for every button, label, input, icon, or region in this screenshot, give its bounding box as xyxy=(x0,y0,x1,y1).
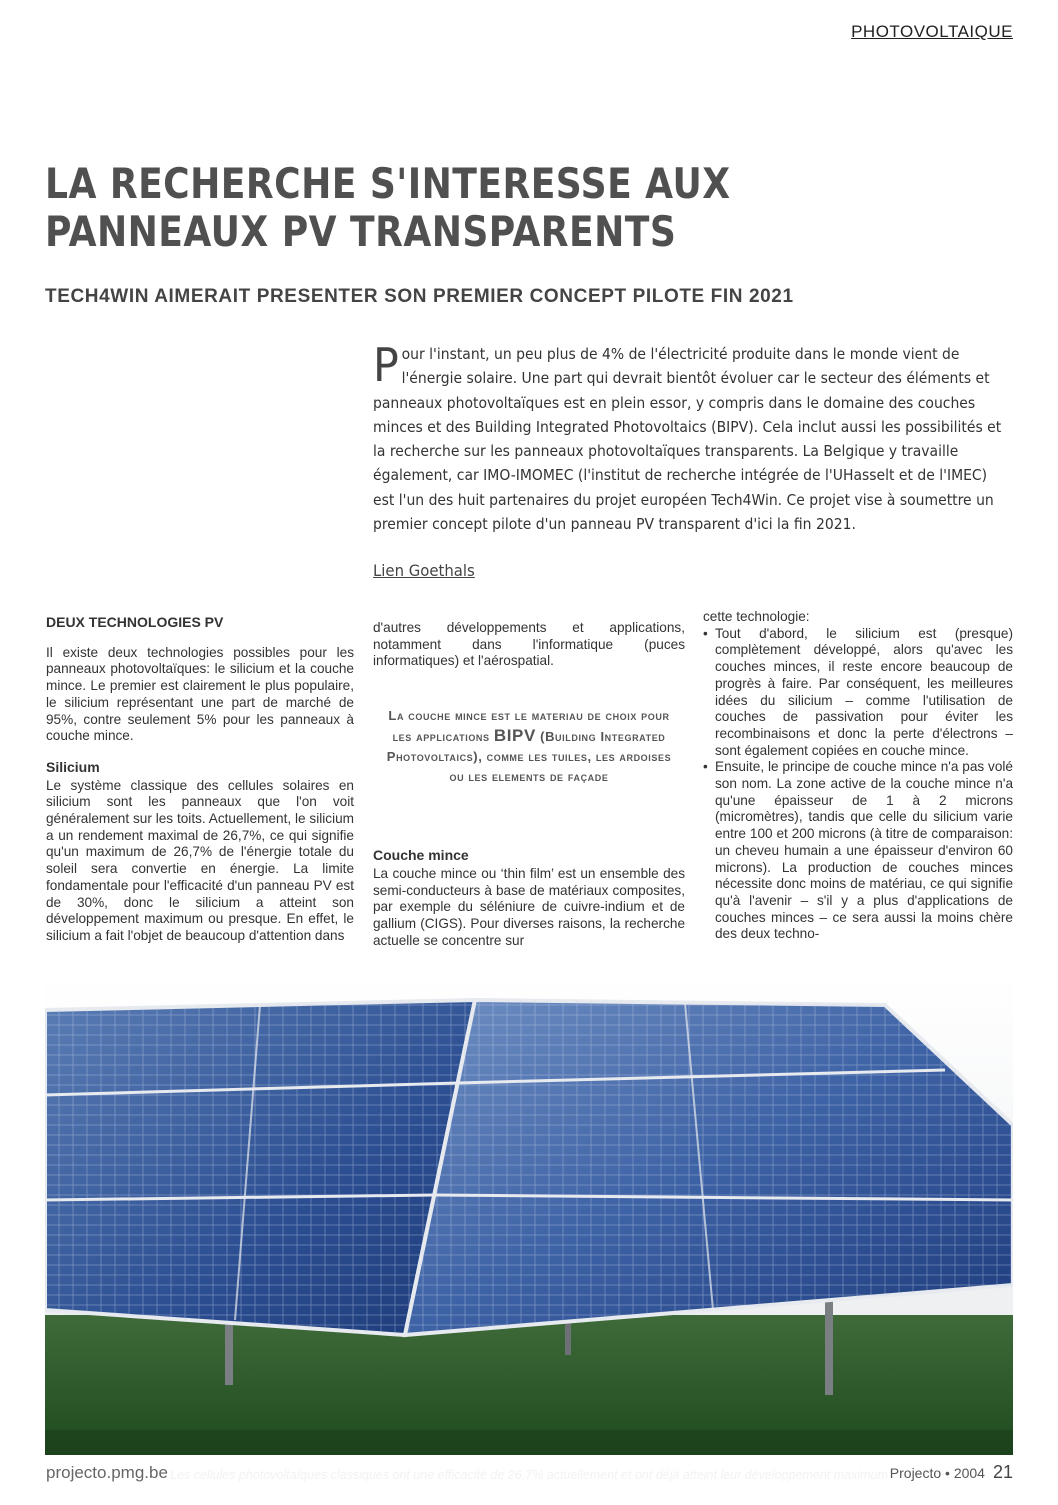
paragraph: d'autres développements et applications, notamment dans l'informatique (puces informatiques) et l'aérospatial. xyxy=(373,620,685,669)
subheading-couche-mince: Couche mince xyxy=(373,847,469,864)
drop-cap: P xyxy=(373,338,399,392)
article-subheadline: TECH4WIN AIMERAIT PRESENTER SON PREMIER CONCEPT PILOTE FIN 2021 xyxy=(45,286,794,307)
pull-quote xyxy=(383,706,675,787)
photo-caption: Les cellules photovoltaïques classiques ont une efficacité de 26,7% actuellement et ont déjà atteint leur développement maximum xyxy=(170,1468,888,1482)
solar-panels-photo xyxy=(45,975,1013,1505)
paragraph: Le système classique des cellules solaires en silicium sont les panneaux que l'on voit généralement sur les toits. Actuellement, le silicium a un rendement maximal de 26,7%, ce qui signifie qu'un maximum de 26,7% de l'énergie totale du soleil sera convertie en énergie. La limite fondamentale pour l'efficacité d'un panneau PV est de 30%, donc le silicium a atteint son développement maximum ou presque. En effet, le silicium a fait l'objet de beaucoup d'attention dans xyxy=(46,777,354,943)
pull-quote-text: La couche mince est le materiau de choix pour les applications xyxy=(388,708,670,745)
section-heading: DEUX TECHNOLOGIES PV xyxy=(46,614,224,630)
subheading-silicium: Silicium xyxy=(46,758,100,775)
pull-quote-text: (Building Integrated Photovoltaics), comme les tuiles, les ardoises ou les elements de façade xyxy=(386,729,672,785)
footer-issue xyxy=(890,1462,1013,1483)
intro-paragraph xyxy=(373,338,1013,536)
intro-text: our l'instant, un peu plus de 4% de l'électricité produite dans le monde vient de l'énergie solaire. Une part qui devrait bientôt évoluer car le secteur des éléments et panneaux photovoltaïques est en plein essor, y compris dans le domaine des couches minces et des Building Integrated Photovoltaics (BIPV). Cela inclut aussi les possibilités et la recherche sur les panneaux photovoltaïques transparents. La Belgique y travaille également, car IMO-IMOMEC (l'institut de recherche intégrée de l'UHasselt et de l'IMEC) est l'un des huit partenaires du projet européen Tech4Win. Ce projet vise à soumettre un premier concept pilote d'un panneau PV transparent d'ici la fin 2021. xyxy=(373,345,1002,534)
column-1 xyxy=(46,614,354,945)
bullet-icon: • xyxy=(703,625,708,641)
author-byline[interactable]: Lien Goethals xyxy=(373,561,475,580)
footer-website-link[interactable]: projecto.pmg.be xyxy=(46,1463,168,1482)
column-3 xyxy=(703,609,1013,943)
list-item xyxy=(703,626,1013,760)
issue-label: Projecto • 2004 xyxy=(889,1465,985,1481)
pull-quote-emphasis: BIPV xyxy=(493,726,536,746)
solar-panels-image xyxy=(45,975,1013,1455)
section-tag: PHOTOVOLTAIQUE xyxy=(851,22,1013,41)
headline-line-2: PANNEAUX PV TRANSPARENTS xyxy=(45,207,677,256)
paragraph: cette technologie: xyxy=(703,609,810,624)
headline-line-1: LA RECHERCHE S'INTERESSE AUX xyxy=(45,159,731,208)
list-item-text: Ensuite, le principe de couche mince n'a pas volé son nom. La zone active de la couche mince n'a qu'une épaisseur de 1 à 2 microns (micromètres), tandis que celle du silicium varie entre 100 et 200 microns (à titre de comparaison: un cheveu humain a une épaisseur d'environ 60 microns). La production de couches minces nécessite donc moins de matériau, ce qui signifie qu'à l'avenir – s'il y a plus d'applications de couches minces – ce sera aussi la moins chère des deux techno- xyxy=(715,759,1013,942)
list-item xyxy=(703,759,1013,943)
article-headline xyxy=(45,160,871,256)
bullet-icon: • xyxy=(703,759,708,775)
paragraph: Il existe deux technologies possibles pour les panneaux photovoltaïques: le silicium et la couche mince. Le premier est clairement le plus populaire, le silicium représentant une part de marché de 95%, contre seulement 5% pour les panneaux à couche mince. xyxy=(46,644,354,744)
paragraph: La couche mince ou ‘thin film’ est un ensemble des semi-conducteurs à base de matériaux composites, par exemple du séléniure de cuivre-indium et de gallium (CIGS). Pour diverses raisons, la recherche actuelle se concentre sur xyxy=(373,865,685,948)
list-item-text: Tout d'abord, le silicium est (presque) complètement développé, alors qu'avec les couches minces, il reste encore beaucoup de progrès à faire. Par conséquent, les meilleures idées du silicium – comme l'utilisation de couches de passivation pour éviter les recombinaisons et donc la perte d'électrons – sont également copiées en couche mince. xyxy=(715,625,1013,758)
bullet-list xyxy=(703,626,1013,943)
page-number: 21 xyxy=(992,1462,1013,1482)
column-2 xyxy=(373,620,685,949)
